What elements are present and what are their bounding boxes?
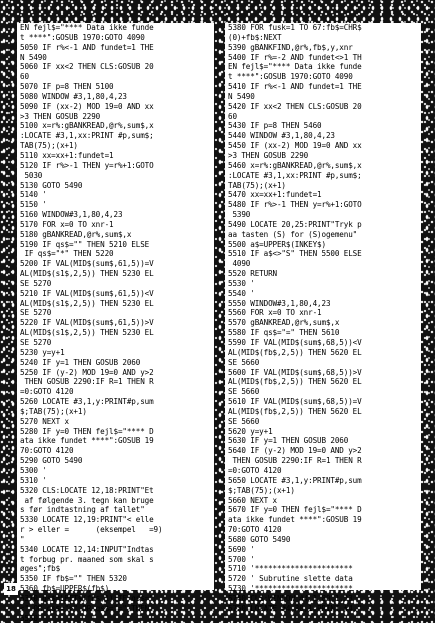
code-line: 5240 IF y=1 THEN GOSUB 2060 [20, 357, 141, 367]
code-line: SE 5660 [228, 416, 260, 426]
code-line: 5320 CLS:LOCATE 12,18:PRINT"Et [20, 485, 154, 495]
code-line: 5660 NEXT x [228, 495, 277, 505]
code-line: aa tasten (S) for (S)ogemenu" [228, 229, 358, 239]
code-line: 5460 x=r%:gBANKREAD,@r%,sum$,x [228, 160, 362, 170]
code-line: 5390 [228, 210, 251, 220]
code-line: SE 5660 [228, 357, 260, 367]
code-line: 70:GOTO 4120 [20, 446, 74, 456]
code-line: ata ikke fundet ****":GOSUB 19 [228, 515, 362, 525]
code-line: TAB(75);(x+1) [20, 141, 78, 151]
code-line: =0:GOTO 4120 [20, 387, 74, 397]
code-line: AL(MID$(s1$,2,5)) THEN 5230 EL [20, 269, 154, 279]
code-line: 5170 FOR x=0 TO xnr-1 [20, 219, 114, 229]
code-line: $;TAB(75);(x+1) [228, 485, 295, 495]
code-line: 5150 ' [20, 200, 47, 210]
code-line: 5450 IF (xx-2) MOD 19=0 AND xx [228, 141, 362, 151]
code-line: 5620 y=y+1 [228, 426, 273, 436]
code-line: 5110 xx=xx+1:fundet=1 [20, 150, 114, 160]
code-line: N 5490 [20, 52, 47, 62]
code-line: 5590 IF VAL(MID$(sum$,68,5))<V [228, 338, 362, 347]
code-line: 5550 WINDOW#3,1,80,4,23 [228, 298, 331, 308]
code-line: SE 5270 [20, 308, 52, 318]
page-number: 18 [4, 583, 18, 595]
code-line: 5160 WINDOW#3,1,80,4,23 [20, 210, 123, 220]
code-line: SE 5270 [20, 278, 52, 288]
code-line: r > eller = (eksempel =9) [20, 525, 163, 535]
code-line: :LOCATE #3,1,xx:PRINT #p,sum$; [20, 131, 154, 141]
code-line: 5740 CLS:WINDOW #4,1,80,1,23 [228, 593, 353, 603]
code-line: 5140 ' [20, 190, 47, 200]
code-line: 5280 IF y=0 THEN fejl$="**** D [20, 426, 154, 436]
code-line: 5390 gBANKFIND,@r%,fb$,y,xnr [228, 42, 353, 52]
code-line: 5350 IF fb$="" THEN 5320 [20, 574, 127, 584]
code-line: 5520 RETURN [228, 269, 277, 279]
code-line: 5540 ' [228, 288, 255, 298]
code-line: AL(MID$(fb$,2,5)) THEN 5620 EL [228, 406, 362, 416]
code-line: 5510 IF a$<>"S" THEN 5500 ELSE [228, 249, 362, 259]
code-line: TAB(75);(x+1) [228, 180, 286, 190]
code-line: 5180 gBANKREAD,@r%,sum$,x [20, 229, 132, 239]
code-line: 5310 ' [20, 475, 47, 485]
code-line: 5600 IF VAL(MID$(sum$,68,5))>V [228, 367, 362, 377]
code-line: t ****":GOSUB 1970:GOTO 4090 [228, 72, 353, 82]
code-line: SE 5270 [20, 338, 52, 347]
code-line: 60 [20, 72, 29, 82]
code-line: AL(MID$(s1$,2,5)) THEN 5230 EL [20, 298, 154, 308]
code-line: AL(MID$(s1$,2,5)) THEN 5230 EL [20, 328, 154, 338]
code-line: s før indtastning af tallet" [20, 505, 145, 515]
code-line: 4090 [228, 259, 251, 269]
code-line: 5710 '********************** [228, 564, 353, 574]
code-line: $;TAB(75);(x+1) [20, 406, 87, 416]
code-line: 70:GOTO 4120 [228, 525, 282, 535]
code-line: ata ikke fundet ****":GOSUB 19 [20, 436, 154, 446]
code-line: 5490 LOCATE 20,25:PRINT"Tryk p [228, 219, 362, 229]
code-line: 5300 ' [20, 465, 47, 475]
code-line: 5210 IF VAL(MID$(sum$,61,5))<V [20, 288, 154, 298]
code-line: EN fejl$="**** Data ikke funde [20, 23, 154, 32]
code-line: 5470 xx=xx+1:fundet=1 [228, 190, 322, 200]
code-line: t forbug pr. maaned som skal s [20, 554, 154, 564]
code-line: 5080 WINDOW #3,1,80,4,23 [20, 91, 127, 101]
code-line: >3 THEN GOSUB 2290 [20, 111, 101, 121]
code-line: 5130 GOTO 5490 [20, 180, 83, 190]
code-line: EN fejl$="**** Data ikke funde [228, 62, 362, 72]
code-line: 5290 GOTO 5490 [20, 456, 83, 466]
code-line: AL(MID$(fb$,2,5)) THEN 5620 EL [228, 347, 362, 357]
code-line: 5630 IF y=1 THEN GOSUB 2060 [228, 436, 349, 446]
code-line: 5230 y=y+1 [20, 347, 65, 357]
code-line: øges";fb$ [20, 564, 61, 574]
code-line: 5410 IF r%<-1 AND fundet=1 THE [228, 82, 362, 92]
code-line: 5360 fb$=UPPER$(fb$) [20, 584, 110, 594]
code-line: 5330 LOCATE 12,19:PRINT"< elle [20, 515, 154, 525]
code-line: 5680 GOTO 5490 [228, 534, 291, 544]
code-line: 5670 IF y=0 THEN fejl$="**** D [228, 505, 362, 515]
code-line: 5730 '********************** [228, 584, 353, 594]
code-line: SE 5660 [228, 387, 260, 397]
code-line: 5560 FOR x=0 TO xnr-1 [228, 308, 322, 318]
code-line: " [20, 534, 25, 544]
code-line: =0:GOTO 4120 [228, 465, 282, 475]
code-line: 5120 IF r%>-1 THEN y=r%+1:GOTO [20, 160, 154, 170]
code-line: 5190 IF qs$="" THEN 5210 ELSE [20, 239, 150, 249]
code-line: AL(MID$(fb$,2,5)) THEN 5620 EL [228, 377, 362, 387]
code-line: 5340 LOCATE 12,14:INPUT"Indtas [20, 544, 154, 554]
code-line: <" OR qs$=">" OR qs$="=" THEN [20, 603, 150, 613]
code-line: 5720 ' Subrutine slette data [228, 574, 353, 584]
code-line: 5570 gBANKREAD,@r%,sum$,x [228, 318, 340, 328]
code-line: 5650 LOCATE #3,1,y:PRINT#p,sum [228, 475, 362, 485]
code-line: 5530 ' [228, 278, 255, 288]
code-line: 5440 WINDOW #3,1,80,4,23 [228, 131, 335, 141]
code-line: 5640 IF (y-2) MOD 19=0 AND y>2 [228, 446, 362, 456]
code-line: 60 [228, 111, 237, 121]
code-line: 5260 LOCATE #3,1,y:PRINT#p,sum [20, 397, 154, 407]
code-line: N 5490 [228, 91, 255, 101]
code-line: (0)+fb$:NEXT [228, 32, 282, 42]
code-line: 5420 IF xx<2 THEN CLS:GOSUB 20 [228, 101, 362, 111]
code-line: 5220 IF VAL(MID$(sum$,61,5))>V [20, 318, 154, 328]
code-line: af følgende 3. tegn kan bruge [20, 495, 154, 505]
code-line: 5750 LOCATE #4,30,1:PRINT #4," [228, 603, 362, 613]
code-line: t ****":GOSUB 1970:GOTO 4090 [20, 32, 145, 42]
code-line: IF qs$="*" THEN 5220 [20, 249, 114, 259]
code-line: 5610 IF VAL(MID$(sum$,68,5))=V [228, 397, 362, 407]
code-line: 5700 ' [228, 554, 255, 564]
code-line: :LOCATE #3,1,xx:PRINT #p,sum$; [228, 170, 362, 180]
code-line: 5050 IF r%<-1 AND fundet=1 THE [20, 42, 154, 52]
code-line: 5370 qs$=LEFT$(fb$,1):IF qs$=" [20, 593, 154, 603]
code-line: 5090 IF (xx-2) MOD 19=0 AND xx [20, 101, 154, 111]
code-line: 5500 a$=UPPER$(INKEY$) [228, 239, 326, 249]
listing-right-column [225, 23, 421, 613]
code-line: 5580 IF qs$="=" THEN 5610 [228, 328, 340, 338]
code-line: 5690 ' [228, 544, 255, 554]
code-line: 5200 IF VAL(MID$(sum$,61,5))=V [20, 259, 154, 269]
code-line: THEN GOSUB 2290:IF R=1 THEN R [228, 456, 362, 466]
code-line: 5070 IF p=8 THEN 5100 [20, 82, 114, 92]
code-line: 5400 IF r%=-2 AND fundet<>1 TH [228, 52, 362, 62]
code-line: >3 THEN GOSUB 2290 [228, 150, 309, 160]
listing-left-column [17, 23, 214, 623]
code-line: 5060 IF xx<2 THEN CLS:GOSUB 20 [20, 62, 154, 72]
code-line: 5250 IF (y-2) MOD 19=0 AND y>2 [20, 367, 154, 377]
code-line: 5480 IF r%>-1 THEN y=r%+1:GOTO [228, 200, 362, 210]
code-line: 5100 x=r%:gBANKREAD,@r%,sum$,x [20, 121, 154, 131]
code-line: 5030 [20, 170, 43, 180]
code-line: THEN GOSUB 2290:IF R=1 THEN R [20, 377, 154, 387]
code-line: 5380 FOR fusk=1 TO 67:fb$=CHR$ [228, 23, 362, 32]
code-line: 5270 NEXT x [20, 416, 69, 426]
code-line: 5550 [20, 613, 38, 623]
code-line: 5430 IF p=8 THEN 5460 [228, 121, 322, 131]
